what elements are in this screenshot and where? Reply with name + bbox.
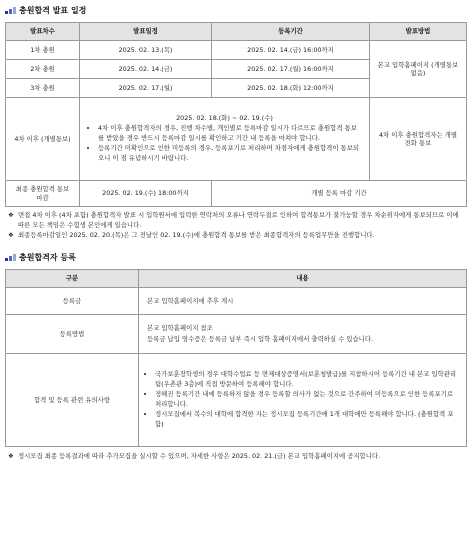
- schedule-table: [5, 22, 467, 207]
- column-header: 발표차수: [6, 23, 80, 41]
- content-line: 본교 입학홈페이지 참조: [147, 323, 213, 332]
- after4-detail-cell: [80, 98, 370, 181]
- period-cell: 2025. 02. 14.(금) 16:00까지: [212, 41, 370, 60]
- list-item: • 국가보훈장학생의 경우 대학수업료 등 면제대상증명서(보훈청발급)를 지참하시어 등록기간 내 본교 입학관리팀(우촌관 3층)에 직접 방문하여 등록해야 합니다.: [155, 370, 460, 390]
- column-header: 등록기간: [212, 23, 370, 41]
- caution-bullets: [143, 370, 460, 430]
- section-title: 충원합격자 등록: [19, 252, 76, 262]
- note: [5, 231, 466, 241]
- round-cell: 1차 충원: [6, 41, 80, 60]
- table-row: [6, 98, 467, 181]
- round-cell: 4차 이후 (개별통보): [6, 98, 80, 181]
- round-cell: 최종 충원합격 통보마감: [6, 181, 80, 207]
- bar-icon: [5, 7, 16, 15]
- note: [5, 211, 466, 231]
- method-cell: 본교 입학홈페이지 (개별통보 없음): [370, 41, 467, 98]
- diamond-icon: ❖: [8, 451, 14, 460]
- period-cell: 2025. 02. 18.(화) 12:00까지: [212, 79, 370, 98]
- note-text: 면접 4차 이후 (4차 포함) 충원합격자 발표 시 입학원서에 입력한 연락처의 오류나 연락두절로 인하여 합격통보가 불가능할 경우 차순위자에게 통보되므로 이에 따른 모든 책임은 수험생 본인에게 있습니다.: [18, 211, 459, 229]
- period-cell: 개별 등록 마감 기간: [212, 181, 467, 207]
- column-header: 발표일정: [80, 23, 212, 41]
- round-cell: 2차 충원: [6, 60, 80, 79]
- column-header: 발표방법: [370, 23, 467, 41]
- column-header: 내용: [139, 269, 467, 287]
- diamond-icon: ❖: [8, 211, 14, 219]
- section-header-schedule: [5, 4, 466, 18]
- date-cell: 2025. 02. 13.(목): [80, 41, 212, 60]
- diamond-icon: ❖: [8, 230, 14, 239]
- period-line: 2025. 02. 18.(화) ~ 02. 19.(수): [176, 114, 273, 123]
- list-item: • 4차 이후 충원합격자의 경우, 진행 차수별, 개인별로 등록마감 일시가 다르므로 충원합격 통보를 받았을 경우 반드시 등록마감 일시를 확인하고 기간 내 등록을 마쳐야 합니다.: [98, 124, 363, 144]
- period-cell: 2025. 02. 17.(월) 16:00까지: [212, 60, 370, 79]
- list-item: • 정해진 등록기간 내에 등록하지 않을 경우 등록할 의사가 없는 것으로 간주하여 미등록으로 인한 등록포기로 처리합니다.: [155, 390, 460, 410]
- table-row: [6, 353, 467, 446]
- date-cell: 2025. 02. 19.(수) 18:00까지: [80, 181, 212, 207]
- notes-block: [5, 452, 466, 462]
- after4-bullets: [86, 124, 363, 164]
- table-row: [6, 314, 467, 353]
- table-row: [6, 287, 467, 314]
- registration-table: [5, 269, 467, 447]
- notes-block: [5, 211, 466, 241]
- label-cell: 합격 및 등록 관련 유의사항: [6, 353, 139, 446]
- label-cell: 등록금: [6, 287, 139, 314]
- date-cell: 2025. 02. 14.(금): [80, 60, 212, 79]
- table-row: [6, 181, 467, 207]
- table-row: [6, 41, 467, 60]
- list-item: • 등록기간 미확인으로 인한 미등록의 경우, 등록포기로 처리하며 차점자에게 충원합격이 통보되오니 이 점 유념하시기 바랍니다.: [98, 144, 363, 164]
- content-line: 등록금 납입 영수증은 등록금 납부 즉시 입학 홈페이지에서 출력하실 수 있습니다.: [147, 334, 374, 343]
- note-text: 정시모집 최종 등록결과에 따라 추가모집을 실시할 수 있으며, 자세한 사항은 2025. 02. 21.(금) 본교 입학홈페이지에 공지합니다.: [18, 451, 381, 460]
- content-cell: [139, 314, 467, 353]
- note: [5, 452, 466, 462]
- method-cell: 4차 이후 충원합격자는 개별 전화 통보: [370, 98, 467, 181]
- content-cell: 본교 입학홈페이지에 추후 게시: [139, 287, 467, 314]
- note-text: 최종등록마감일인 2025. 02. 20.(목)은 그 전날인 02. 19.(수)에 충원합격 통보를 받은 최종합격자의 등록업무만을 진행합니다.: [18, 230, 375, 239]
- round-cell: 3차 충원: [6, 79, 80, 98]
- column-header: 구분: [6, 269, 139, 287]
- content-cell: [139, 353, 467, 446]
- label-cell: 등록방법: [6, 314, 139, 353]
- date-cell: 2025. 02. 17.(월): [80, 79, 212, 98]
- section-header-registration: [5, 251, 466, 265]
- section-title: 충원합격 발표 일정: [19, 5, 87, 15]
- bar-icon: [5, 254, 16, 262]
- list-item: • 정시모집에서 복수의 대학에 합격한 자는 정시모집 등록기간에 1개 대학에만 등록해야 합니다. (충원합격 포함): [155, 410, 460, 430]
